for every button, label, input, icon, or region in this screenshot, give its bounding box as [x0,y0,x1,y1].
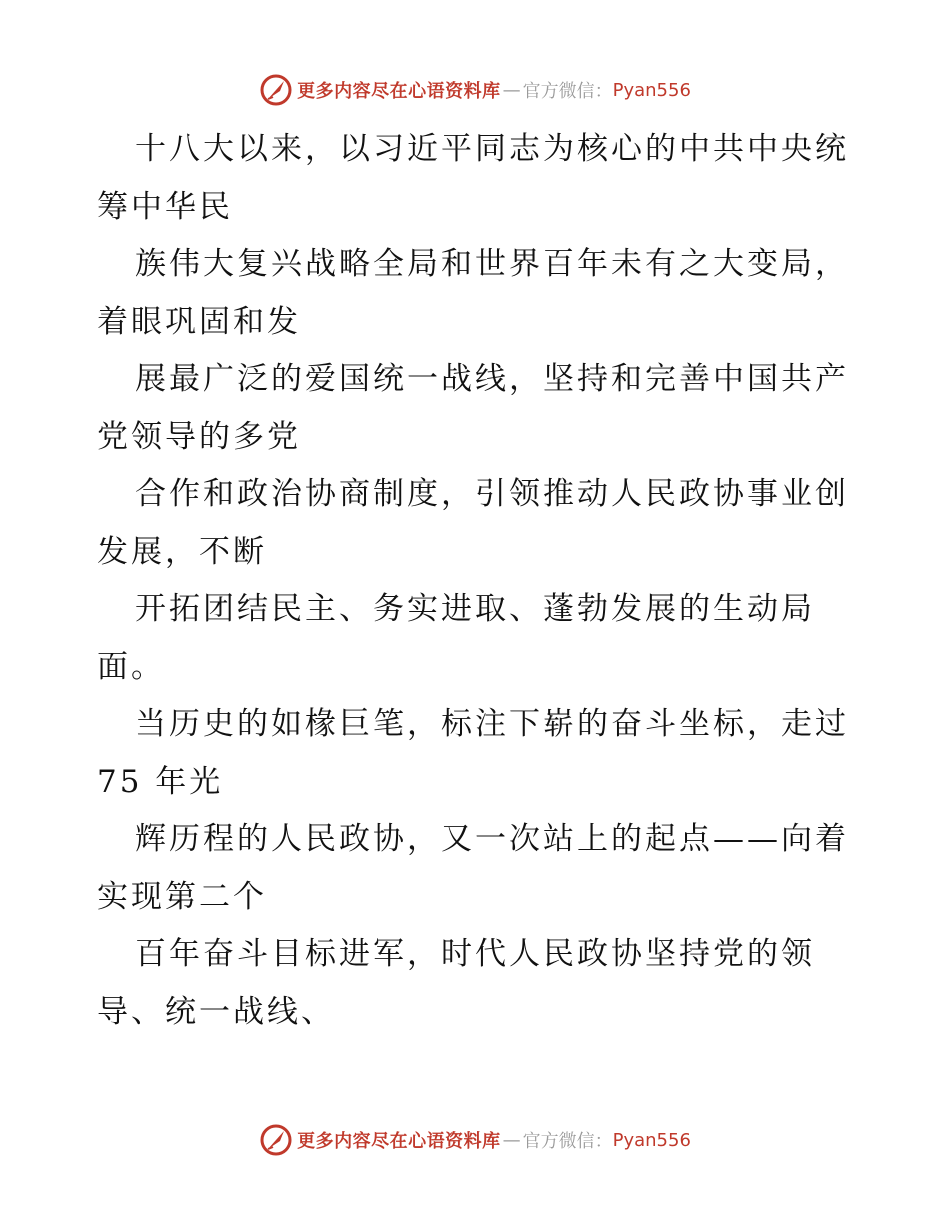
header-wechat-id: Pyan556 [612,79,691,101]
body-line: 当历史的如椽巨笔，标注下崭的奋斗坐标，走过 [135,706,849,742]
feather-pen-logo-icon [259,73,293,107]
body-line: 十八大以来，以习近平同志为核心的中共中央统 [135,131,849,167]
footer-brand-text: 更多内容尽在心语资料库 [297,1131,501,1152]
body-line: 发展，不断 [97,533,267,570]
body-line: 辉历程的人民政协，又一次站上的起点——向着 [135,821,849,857]
header-wechat-label: 官方微信： [522,81,613,102]
footer-wechat-label: 官方微信： [522,1131,613,1152]
body-line: 党领导的多党 [97,418,301,455]
feather-pen-logo-icon [259,1123,293,1157]
footer-banner [0,1120,950,1160]
body-line: 筹中华民 [97,188,233,225]
header-banner [0,70,950,110]
document-body [97,121,857,1041]
body-line: 面。 [97,648,165,685]
body-line: 实现第二个 [97,878,267,915]
footer-wechat-id: Pyan556 [612,1129,691,1151]
body-line: 开拓团结民主、务实进取、蓬勃发展的生动局 [135,591,815,627]
header-brand-text: 更多内容尽在心语资料库 [297,81,501,102]
body-line: 族伟大复兴战略全局和世界百年未有之大变局， [135,246,849,282]
body-line: 展最广泛的爱国统一战线，坚持和完善中国共产 [135,361,849,397]
body-line: 合作和政治协商制度，引领推动人民政协事业创 [135,476,849,512]
body-line: 着眼巩固和发 [97,303,301,340]
body-line: 百年奋斗目标进军，时代人民政协坚持党的领 [135,936,815,972]
header-dash: — [502,79,521,101]
body-line: 75 年光 [97,763,224,800]
footer-dash: — [502,1129,521,1151]
body-line: 导、统一战线、 [97,993,335,1030]
